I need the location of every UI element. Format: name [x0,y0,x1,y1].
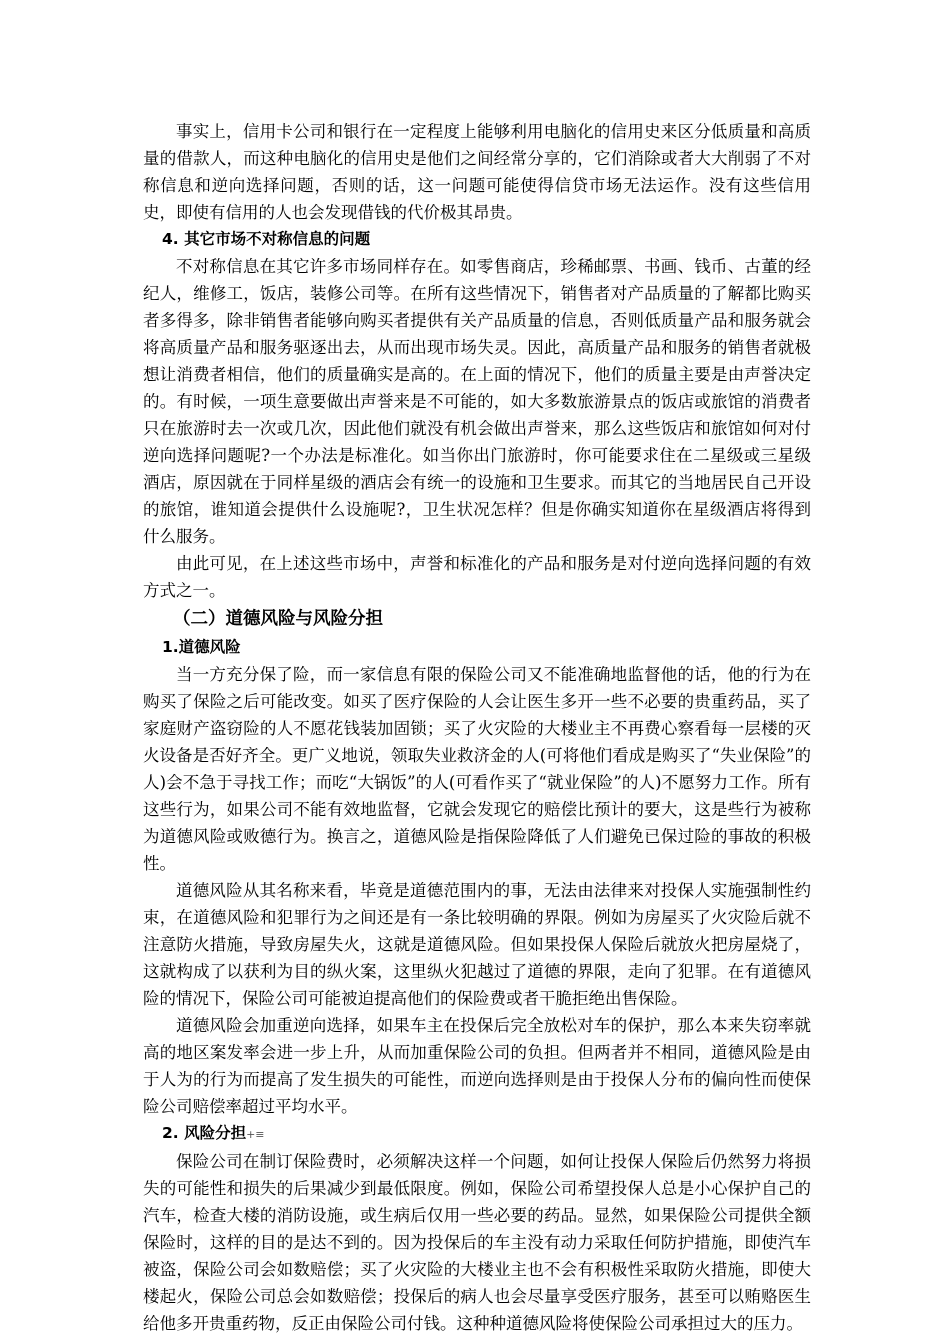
paragraph-asymmetric-info-markets: 不对称信息在其它许多市场同样存在。如零售商店，珍稀邮票、书画、钱币、古董的经纪人，维修工，饭店，装修公司等。在所有这些情况下，销售者对产品质量的了解都比购买者多得多，除非销售者能够向购买者提供有关产品质量的信息，否则低质量产品和服务就会将高质量产品和服务驱逐出去，从而出现市场失灵。因此，高质量产品和服务的销售者就极想让消费者相信，他们的质量确实是高的。在上面的情况下，他们的质量主要是由声誉决定的。有时候，一项生意要做出声誉来是不可能的，如大多数旅游景点的饭店或旅馆的消费者只在旅游时去一次或几次，因此他们就没有机会做出声誉来，那么这些饭店和旅馆如何对付逆向选择问题呢?一个办法是标准化。如当你出门旅游时，你可能要求住在二星级或三星级酒店，原因就在于同样星级的酒店会有统一的设施和卫生要求。而其它的当地居民自己开设的旅馆，谁知道会提供什么设施呢?，卫生状况怎样？但是你确实知道你在星级酒店将得到什么服务。 [143,257,811,546]
heading-other-markets: 4. 其它市场不对称信息的问题 [162,230,371,248]
paragraph-reputation-standardization: 由此可见，在上述这些市场中，声誉和标准化的产品和服务是对付逆向选择问题的有效方式之一。 [143,554,811,600]
section-heading-moral-hazard: （二）道德风险与风险分担 [173,609,383,629]
paragraph-moral-hazard-definition: 当一方充分保了险，而一家信息有限的保险公司又不能准确地监督他的话，他的行为在购买了保险之后可能改变。如买了医疗保险的人会让医生多开一些不必要的贵重药品，买了家庭财产盗窃险的人不愿花钱装加固锁；买了火灾险的大楼业主不再费心察看每一层楼的灭火设备是否好齐全。更广义地说，领取失业救济金的人(可将他们看成是购买了“失业保险”的人)会不急于寻找工作；而吃“大锅饭”的人(可看作买了“就业保险”的人)不愿努力工作。所有这些行为，如果公司不能有效地监督，它就会发现它的赔偿比预计的要大，这是些行为被称为道德风险或败德行为。换言之，道德风险是指保险降低了人们避免已保过险的事故的积极性。 [143,665,811,873]
paragraph-moral-hazard-vs-crime: 道德风险从其名称来看，毕竟是道德范围内的事，无法由法律来对投保人实施强制性约束，在道德风险和犯罪行为之间还是有一条比较明确的界限。例如为房屋买了火灾险后就不注意防火措施，导致房屋失火，这就是道德风险。但如果投保人保险后就放火把房屋烧了，这就构成了以获利为目的纵火案，这里纵火犯越过了道德的界限，走向了犯罪。在有道德风险的情况下，保险公司可能被迫提高他们的保险费或者干脆拒绝出售保险。 [143,881,811,1008]
heading-risk-sharing-text: 2. 风险分担 [162,1124,247,1142]
heading-risk-sharing [143,1120,811,1148]
paragraph-moral-hazard-adverse-selection: 道德风险会加重逆向选择，如果车主在投保后完全放松对车的保护，那么本来失窃率就高的地区案发率会进一步上升，从而加重保险公司的负担。但两者并不相同，道德风险是由于人为的行为而提高了发生损失的可能性，而逆向选择则是由于投保人分布的偏向性而使保险公司赔偿率超过平均水平。 [143,1016,811,1116]
document-page [143,118,811,1337]
paragraph-risk-sharing: 保险公司在制订保险费时，必须解决这样一个问题，如何让投保人保险后仍然努力将损失的可能性和损失的后果减少到最低限度。例如，保险公司希望投保人总是小心保护自己的汽车，检查大楼的消防设施，或生病后仅用一些必要的药品。显然，如果保险公司提供全额保险时，这样的目的是达不到的。因为投保后的车主没有动力采取任何防护措施，即使汽车被盗，保险公司会如数赔偿；买了火灾险的大楼业主也不会有积极性采取防火措施，即使大楼起火，保险公司总会如数赔偿；投保后的病人也会尽量享受医疗服务，甚至可以贿赂医生给他多开贵重药物，反正由保险公司付钱。这种种道德风险将使保险公司承担过大的压力。 [143,1152,811,1333]
paragraph-credit-history: 事实上，信用卡公司和银行在一定程度上能够利用电脑化的信用史来区分低质量和高质量的借款人，而这种电脑化的信用史是他们之间经常分享的，它们消除或者大大削弱了不对称信息和逆向选择问题，否则的话，这一问题可能使得信贷市场无法运作。没有这些信用史，即使有信用的人也会发现借钱的代价极其昂贵。 [143,122,811,222]
heading-moral-hazard: 1.道德风险 [162,638,241,656]
edit-mark: +≡ [246,1128,265,1141]
